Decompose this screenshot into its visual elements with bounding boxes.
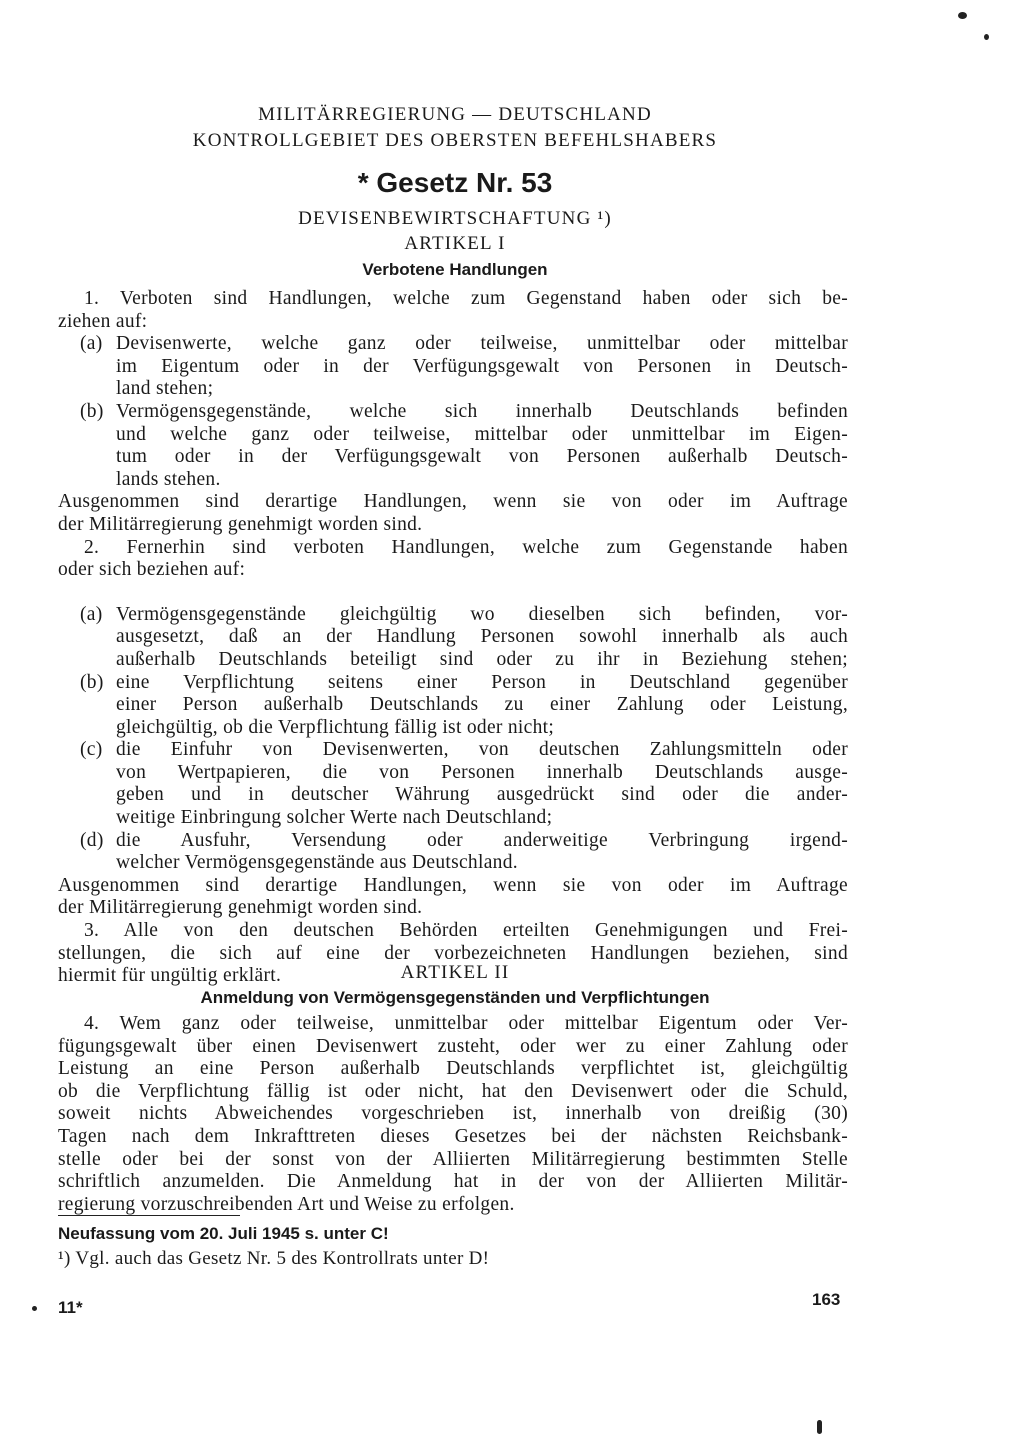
item-label: (a) (80, 603, 103, 625)
item-line: ausgesetzt, daß an der Handlung Personen sowohl innerhalb als auch (116, 626, 848, 648)
para-1-item-a (58, 333, 848, 401)
para-3-line: 3. Alle von den deutschen Behörden erteilten Genehmigungen und Frei- (84, 920, 848, 942)
item-line: im Eigentum oder in der Verfügungsgewalt von Personen in Deutsch- (116, 355, 848, 377)
law-title: * Gesetz Nr. 53 (357, 167, 553, 198)
page-number: 163 (812, 1290, 841, 1309)
para-1-exception-line: Ausgenommen sind derartige Handlungen, wenn sie von oder im Auftrage (58, 491, 848, 513)
item-line: die Ausfuhr, Versendung oder anderweitige Verbringung irgend- (116, 829, 848, 851)
article-1-heading: ARTIKEL I (404, 233, 506, 254)
header-line-1: MILITÄRREGIERUNG — DEUTSCHLAND (258, 104, 652, 125)
item-line: Devisenwerte, welche ganz oder teilweise, unmittelbar oder mittelbar (116, 333, 848, 355)
ink-speck (817, 1420, 822, 1434)
para-2-exception-line: Ausgenommen sind derartige Handlungen, wenn sie von oder im Auftrage (58, 874, 848, 896)
item-line: die Einfuhr von Devisenwerten, von deutschen Zahlungsmitteln oder (116, 739, 848, 761)
para-4-line: fügungsgewalt über einen Devisenwert zusteht, oder wer zu einer Zahlung oder (58, 1035, 848, 1057)
signature-mark: 11* (58, 1298, 83, 1317)
item-label: (a) (80, 333, 103, 355)
item-label: (b) (80, 671, 104, 693)
item-line: gleichgültig, ob die Verpflichtung fällig ist oder nicht; (116, 716, 555, 738)
para-1-exception-line: der Militärregierung genehmigt worden sind. (58, 513, 423, 535)
footnote-rule (58, 1215, 240, 1216)
para-3-line: stellungen, die sich auf eine der vorbezeichneten Handlungen beziehen, sind (58, 942, 848, 964)
item-line: von Wertpapieren, die von Personen innerhalb Deutschlands ausge- (116, 761, 848, 783)
item-line: welcher Vermögensgegenstände aus Deutschland. (116, 852, 518, 874)
item-line: einer Person außerhalb Deutschlands zu einer Zahlung oder Leistung, (116, 694, 848, 716)
article-2-subheading: Anmeldung von Vermögensgegenständen und Verpflichtungen (200, 988, 710, 1007)
header-line-2: KONTROLLGEBIET DES OBERSTEN BEFEHLSHABERS (192, 130, 718, 151)
spacer (58, 582, 848, 604)
para-4-line: regierung vorzuschreibenden Art und Weise zu erfolgen. (58, 1193, 515, 1215)
item-line: und welche ganz oder teilweise, mittelbar oder unmittelbar im Eigen- (116, 423, 848, 445)
para-2-item-d (58, 830, 848, 875)
para-2-item-b (58, 672, 848, 740)
item-line: Vermögensgegenstände gleichgültig wo dieselben sich befinden, vor- (116, 603, 848, 625)
para-4-line: schriftlich anzumelden. Die Anmeldung hat in der von der Alliierten Militär- (58, 1171, 848, 1193)
para-2-exception-line: der Militärregierung genehmigt worden sind. (58, 897, 423, 919)
article-2-heading: ARTIKEL II (400, 962, 510, 983)
item-line: weitige Einbringung solcher Werte nach Deutschland; (116, 807, 553, 829)
para-1-line: ziehen auf: (58, 310, 148, 332)
item-line: außerhalb Deutschlands beteiligt sind oder zu ihr in Beziehung stehen; (116, 648, 848, 670)
para-4-line: ob die Verpflichtung fällig ist oder nicht, hat den Devisenwert oder die Schuld, (58, 1080, 848, 1102)
item-line: eine Verpflichtung seitens einer Person in Deutschland gegenüber (116, 671, 848, 693)
para-2-line: oder sich beziehen auf: (58, 559, 246, 581)
item-label: (b) (80, 400, 104, 422)
para-2-item-a (58, 604, 848, 672)
item-line: geben und in deutscher Währung ausgedrückt sind oder die ander- (116, 784, 848, 806)
item-line: lands stehen. (116, 468, 221, 490)
item-line: Vermögensgegenstände, welche sich innerhalb Deutschlands befinden (116, 400, 848, 422)
para-2-line: 2. Fernerhin sind verboten Handlungen, welche zum Gegenstande haben (84, 536, 848, 558)
para-2-item-c (58, 739, 848, 829)
law-subtitle: DEVISENBEWIRTSCHAFTUNG ¹) (298, 208, 612, 229)
item-line: land stehen; (116, 378, 214, 400)
para-1-line: 1. Verboten sind Handlungen, welche zum Gegenstand haben oder sich be- (84, 288, 848, 309)
item-label: (c) (80, 739, 103, 761)
item-label: (d) (80, 829, 104, 851)
para-4-line: stelle oder bei der sonst von der Alliierten Militärregierung bestimmten Stelle (58, 1148, 848, 1170)
article-1-body (58, 288, 848, 988)
footnote-1: ¹) Vgl. auch das Gesetz Nr. 5 des Kontrollrats unter D! (58, 1248, 490, 1269)
ink-speck (958, 12, 967, 19)
para-3-line: hiermit für ungültig erklärt. (58, 965, 282, 987)
para-4-line: Leistung an eine Person außerhalb Deutschlands verpflichtet ist, gleichgültig (58, 1058, 848, 1080)
ink-speck (984, 34, 989, 40)
item-line: tum oder in der Verfügungsgewalt von Personen außerhalb Deutsch- (116, 446, 848, 468)
ink-speck (32, 1306, 37, 1311)
para-4-line: 4. Wem ganz oder teilweise, unmittelbar oder mittelbar Eigentum oder Ver- (84, 1013, 848, 1034)
article-2-body (58, 1013, 848, 1216)
para-4-line: soweit nichts Abweichendes vorgeschrieben ist, innerhalb von dreißig (30) (58, 1103, 848, 1125)
para-1-item-b (58, 401, 848, 491)
para-4-line: Tagen nach dem Inkrafttreten dieses Gesetzes bei der nächsten Reichsbank- (58, 1125, 848, 1147)
footnote-amendment: Neufassung vom 20. Juli 1945 s. unter C! (58, 1224, 389, 1243)
article-1-subheading: Verbotene Handlungen (362, 260, 548, 279)
